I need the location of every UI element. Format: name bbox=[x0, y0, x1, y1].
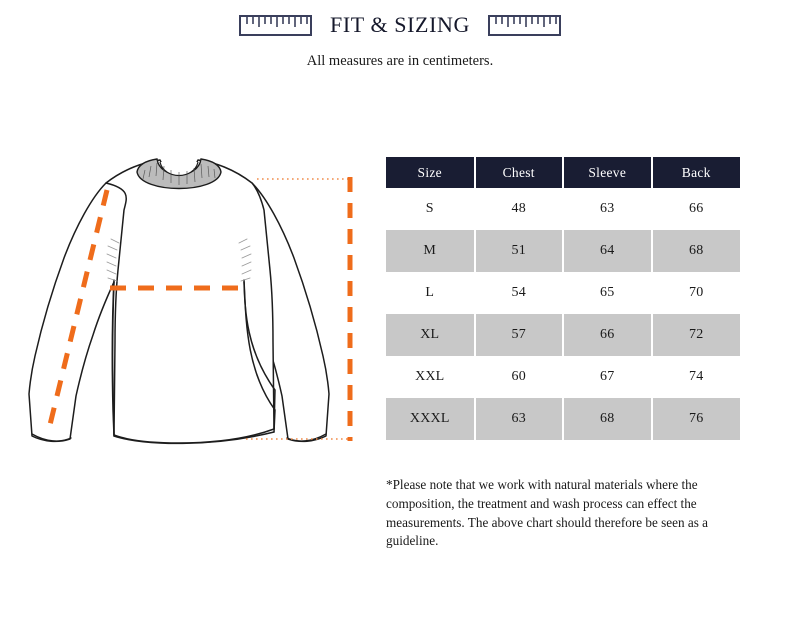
table-row bbox=[386, 230, 740, 272]
cell-size: XL bbox=[386, 314, 475, 356]
table-row bbox=[386, 398, 740, 440]
cell-sleeve: 66 bbox=[563, 314, 652, 356]
cell-back: 76 bbox=[652, 398, 741, 440]
size-table-container bbox=[386, 157, 740, 440]
size-table bbox=[386, 157, 740, 440]
column-header-back: Back bbox=[652, 157, 741, 188]
column-header-size: Size bbox=[386, 157, 475, 188]
page-subtitle: All measures are in centimeters. bbox=[306, 53, 494, 69]
collar bbox=[137, 159, 221, 189]
table-row bbox=[386, 356, 740, 398]
footnote-text: *Please note that we work with natural materials where the composition, the treatment and wash process can effect the measurements. The above chart should therefore be seen as a guideline. bbox=[386, 477, 708, 549]
table-row bbox=[386, 188, 740, 230]
cell-chest: 48 bbox=[475, 188, 564, 230]
cell-size: M bbox=[386, 230, 475, 272]
cell-chest: 57 bbox=[475, 314, 564, 356]
column-header-chest: Chest bbox=[475, 157, 564, 188]
cell-sleeve: 68 bbox=[563, 398, 652, 440]
table-row bbox=[386, 272, 740, 314]
table-header-row bbox=[386, 157, 740, 188]
cell-sleeve: 65 bbox=[563, 272, 652, 314]
sweater-outline bbox=[29, 160, 329, 443]
cell-chest: 60 bbox=[475, 356, 564, 398]
cell-back: 74 bbox=[652, 356, 741, 398]
garment-illustration bbox=[14, 150, 372, 470]
column-header-sleeve: Sleeve bbox=[563, 157, 652, 188]
size-table-head bbox=[386, 157, 740, 188]
cell-back: 66 bbox=[652, 188, 741, 230]
cell-chest: 51 bbox=[475, 230, 564, 272]
cell-sleeve: 67 bbox=[563, 356, 652, 398]
cell-sleeve: 64 bbox=[563, 230, 652, 272]
table-row bbox=[386, 314, 740, 356]
size-table-body bbox=[386, 188, 740, 440]
cell-back: 70 bbox=[652, 272, 741, 314]
ruler-icon bbox=[488, 15, 561, 36]
page-title: FIT & SIZING bbox=[329, 12, 471, 37]
title-row bbox=[0, 14, 800, 36]
cell-chest: 63 bbox=[475, 398, 564, 440]
cell-size: XXL bbox=[386, 356, 475, 398]
cell-chest: 54 bbox=[475, 272, 564, 314]
cell-sleeve: 63 bbox=[563, 188, 652, 230]
cell-size: S bbox=[386, 188, 475, 230]
ruler-icon bbox=[239, 15, 312, 36]
cell-back: 72 bbox=[652, 314, 741, 356]
page-header bbox=[0, 0, 800, 92]
cell-size: XXXL bbox=[386, 398, 475, 440]
cell-size: L bbox=[386, 272, 475, 314]
cell-back: 68 bbox=[652, 230, 741, 272]
